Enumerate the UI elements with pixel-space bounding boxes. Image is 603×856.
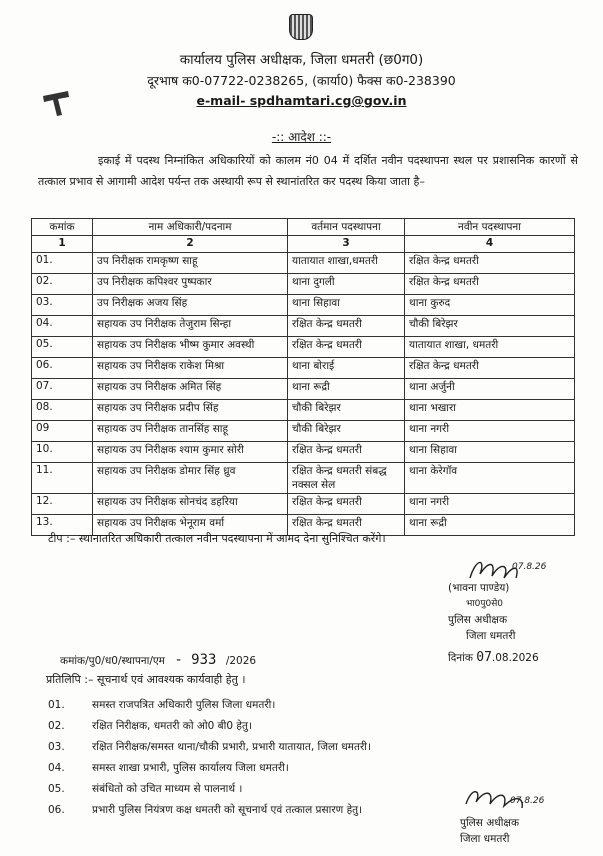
table-cell-name: उप निरीक्षक अजय सिंह [93,295,288,316]
office-phone: दूरभाष क0-07722-0238265, (कार्या0) फैक्स क0-238390 [147,73,456,88]
table-cell-current: थाना सिहावा [288,295,405,316]
copy-item [48,736,568,757]
table-cell-current: रक्षित केन्द्र धमतरी [288,494,405,515]
table-cell-new: रक्षित केन्द्र धमतरी [405,358,575,379]
copy-item-number: 03. [48,740,65,753]
table-cell-sn: 05. [32,337,93,358]
table-cell-name: सहायक उप निरीक्षक अमित सिंह [93,379,288,400]
table-cell-new: थाना नगरी [405,421,575,442]
table-cell-name: सहायक उप निरीक्षक श्याम कुमार सोरी [93,442,288,463]
reference-suffix: /2026 [225,655,257,667]
table-cell-sn: 11. [32,463,93,494]
table-cell-new: यातायात शाखा, धमतरी [405,337,575,358]
table-cell-name: उप निरीक्षक कपिश्वर पुष्पकार [93,274,288,295]
table-cell-sn: 08. [32,400,93,421]
table-cell-sn: 10. [32,442,93,463]
table-cell-new: थाना केरेगॉव [405,463,575,494]
date-rest: .08.2026 [491,652,539,664]
table-cell-new: थाना अर्जुनी [405,379,575,400]
table-row [32,316,575,337]
copy-item-text: संबंधितो को उचित माध्यम से पालनार्थ । [92,782,243,795]
table-cell-name: सहायक उप निरीक्षक डोमार सिंह ध्रुव [93,463,288,494]
copy-item [48,715,568,736]
table-row [32,494,575,515]
copy-item-number: 05. [48,782,65,795]
table-cell-new: थाना भखारा [405,400,575,421]
copy-item [48,757,568,778]
table-cell-sn: 02. [32,274,93,295]
table-cell-sn: 01. [32,253,93,274]
table-row [32,274,575,295]
table-cell-sn: 07. [32,379,93,400]
note: टीप :– स्थानातरित अधिकारी तत्काल नवीन पदस्थापना में आमद देना सुनिश्चित करेंगे। [48,532,386,545]
table-cell-name: सहायक उप निरीक्षक तानसिंह साहू [93,421,288,442]
table-cell-sn: 03. [32,295,93,316]
table-cell-current: रक्षित केन्द्र धमतरी संबद्ध नक्सल सेल [288,463,405,494]
officer-service: भा0पु0से0 [466,599,504,609]
date-label: दिनांक [448,652,473,664]
copy-item-text: समस्त राजपत्रित अधिकारी पुलिस जिला धमतरी। [92,698,276,711]
table-cell-current: थाना दुगली [288,274,405,295]
copy-item-text: प्रभारी पुलिस नियंत्रण कक्ष धमतरी को सूचनार्थ एवं तत्काल प्रसारण हेतु। [92,803,363,816]
table-cell-sn: 04. [32,316,93,337]
reference-prefix: कमांक/पु0/ध0/स्थापना/एम [60,655,165,667]
table-row [32,295,575,316]
table-cell-new: थाना कुरुद [405,295,575,316]
table-row [32,400,575,421]
table-cell-current: रक्षित केन्द्र धमतरी [288,442,405,463]
table-cell-name: सहायक उप निरीक्षक प्रदीप सिंह [93,400,288,421]
copy-item [48,694,568,715]
table-cell-name: सहायक उप निरीक्षक भेनूराम वर्मा [93,515,288,536]
table-cell-name: सहायक उप निरीक्षक सोनचंद डहरिया [93,494,288,515]
table-row [32,442,575,463]
table-cell-new: रक्षित केन्द्र धमतरी [405,253,575,274]
copy-item-number: 02. [48,719,65,732]
signature-block-2 [460,815,519,847]
table-row [32,463,575,494]
table-cell-current: चौकी बिरेझर [288,421,405,442]
table-cell-sn: 06. [32,358,93,379]
table-cell-name: सहायक उप निरीक्षक भीष्म कुमार अवस्थी [93,337,288,358]
order-title: -:: आदेश ::- [271,130,332,144]
transfer-table [31,218,575,536]
table-cell-current: रक्षित केन्द्र धमतरी [288,316,405,337]
table-cell-new: थाना सिहावा [405,442,575,463]
table-cell-new: थाना नगरी [405,494,575,515]
table-cell-new: रक्षित केन्द्र धमतरी [405,274,575,295]
copy-item-text: समस्त शाखा प्रभारी, पुलिस कार्यालय जिला धमतरी। [92,761,289,774]
table-row [32,358,575,379]
copy-item-number: 04. [48,761,65,774]
copy-item-number: 01. [48,698,65,711]
signature-2-date: 07.8.26 [510,796,545,806]
reference-number [60,652,256,668]
table-cell-sn: 13. [32,515,93,536]
table-cell-sn: 09 [32,421,93,442]
col-header-sn: कमांक [32,219,93,236]
officer-district-2: जिला धमतरी [460,833,510,845]
signature-1-date: 07.8.26 [512,562,547,572]
office-title: कार्यालय पुलिस अधीक्षक, जिला धमतरी (छ0ग0) [179,52,424,68]
order-intro: इकाई में पदस्थ निम्नांकित अधिकारियों को कालम नं0 04 में दर्शित नवीन पदस्थापना स्थल पर प्रशासनिक कारणों से तत्काल प्रभाव से आगामी आदेश पर्यन्त तक अस्थायी रूप से स्थानांतरित कर पदस्थ किया जाता है– [38,154,578,188]
col-number: 1 [32,236,93,253]
table-cell-current: चौकी बिरेझर [288,400,405,421]
copy-heading: प्रतिलिपि :– सूचनार्थ एवं आवश्यक कार्यवाही हेतु । [46,673,246,686]
copy-item-number: 06. [48,803,65,816]
copy-item-text: रक्षित निरीक्षक, धमतरी को ओ0 बी0 हेतु। [92,719,252,732]
table-cell-name: उप निरीक्षक रामकृष्ण साहू [93,253,288,274]
copy-item-text: रक्षित निरीक्षक/समस्त थाना/चौकी प्रभारी, प्रभारी यातायात, जिला धमतरी। [92,740,371,753]
col-number: 4 [405,236,575,253]
officer-designation: पुलिस अधीक्षक [448,614,508,626]
officer-district: जिला धमतरी [466,630,516,642]
table-row [32,253,575,274]
officer-name: (भावना पाण्डेय) [448,582,510,594]
table-cell-name: सहायक उप निरीक्षक तेजुराम सिन्हा [93,316,288,337]
table-cell-current: यातायात शाखा,धमतरी [288,253,405,274]
table-row [32,337,575,358]
date-day: 07 [476,650,492,665]
table-cell-new: थाना रूद्री [405,515,575,536]
table-row [32,421,575,442]
officer-designation-2: पुलिस अधीक्षक [460,817,520,829]
reference-handwritten-number: - 933 [174,652,217,668]
col-number: 2 [93,236,288,253]
table-cell-current: रक्षित केन्द्र धमतरी [288,337,405,358]
col-header-current: वर्तमान पदस्थापना [288,219,405,236]
table-cell-current: थाना रूद्री [288,379,405,400]
col-number: 3 [288,236,405,253]
table-cell-new: चौकी बिरेझर [405,316,575,337]
signature-block-1 [448,580,515,644]
col-header-name: नाम अधिकारी/पदनाम [93,219,288,236]
police-emblem-icon [289,14,313,40]
office-email: e-mail- spdhamtari.cg@gov.in [196,93,407,108]
col-header-new: नवीन पदस्थापना [405,219,575,236]
table-cell-sn: 12. [32,494,93,515]
table-row [32,379,575,400]
table-cell-current: रक्षित केन्द्र धमतरी [288,515,405,536]
table-cell-current: थाना बोराई [288,358,405,379]
order-date [448,650,539,665]
table-cell-name: सहायक उप निरीक्षक राकेश मिश्रा [93,358,288,379]
